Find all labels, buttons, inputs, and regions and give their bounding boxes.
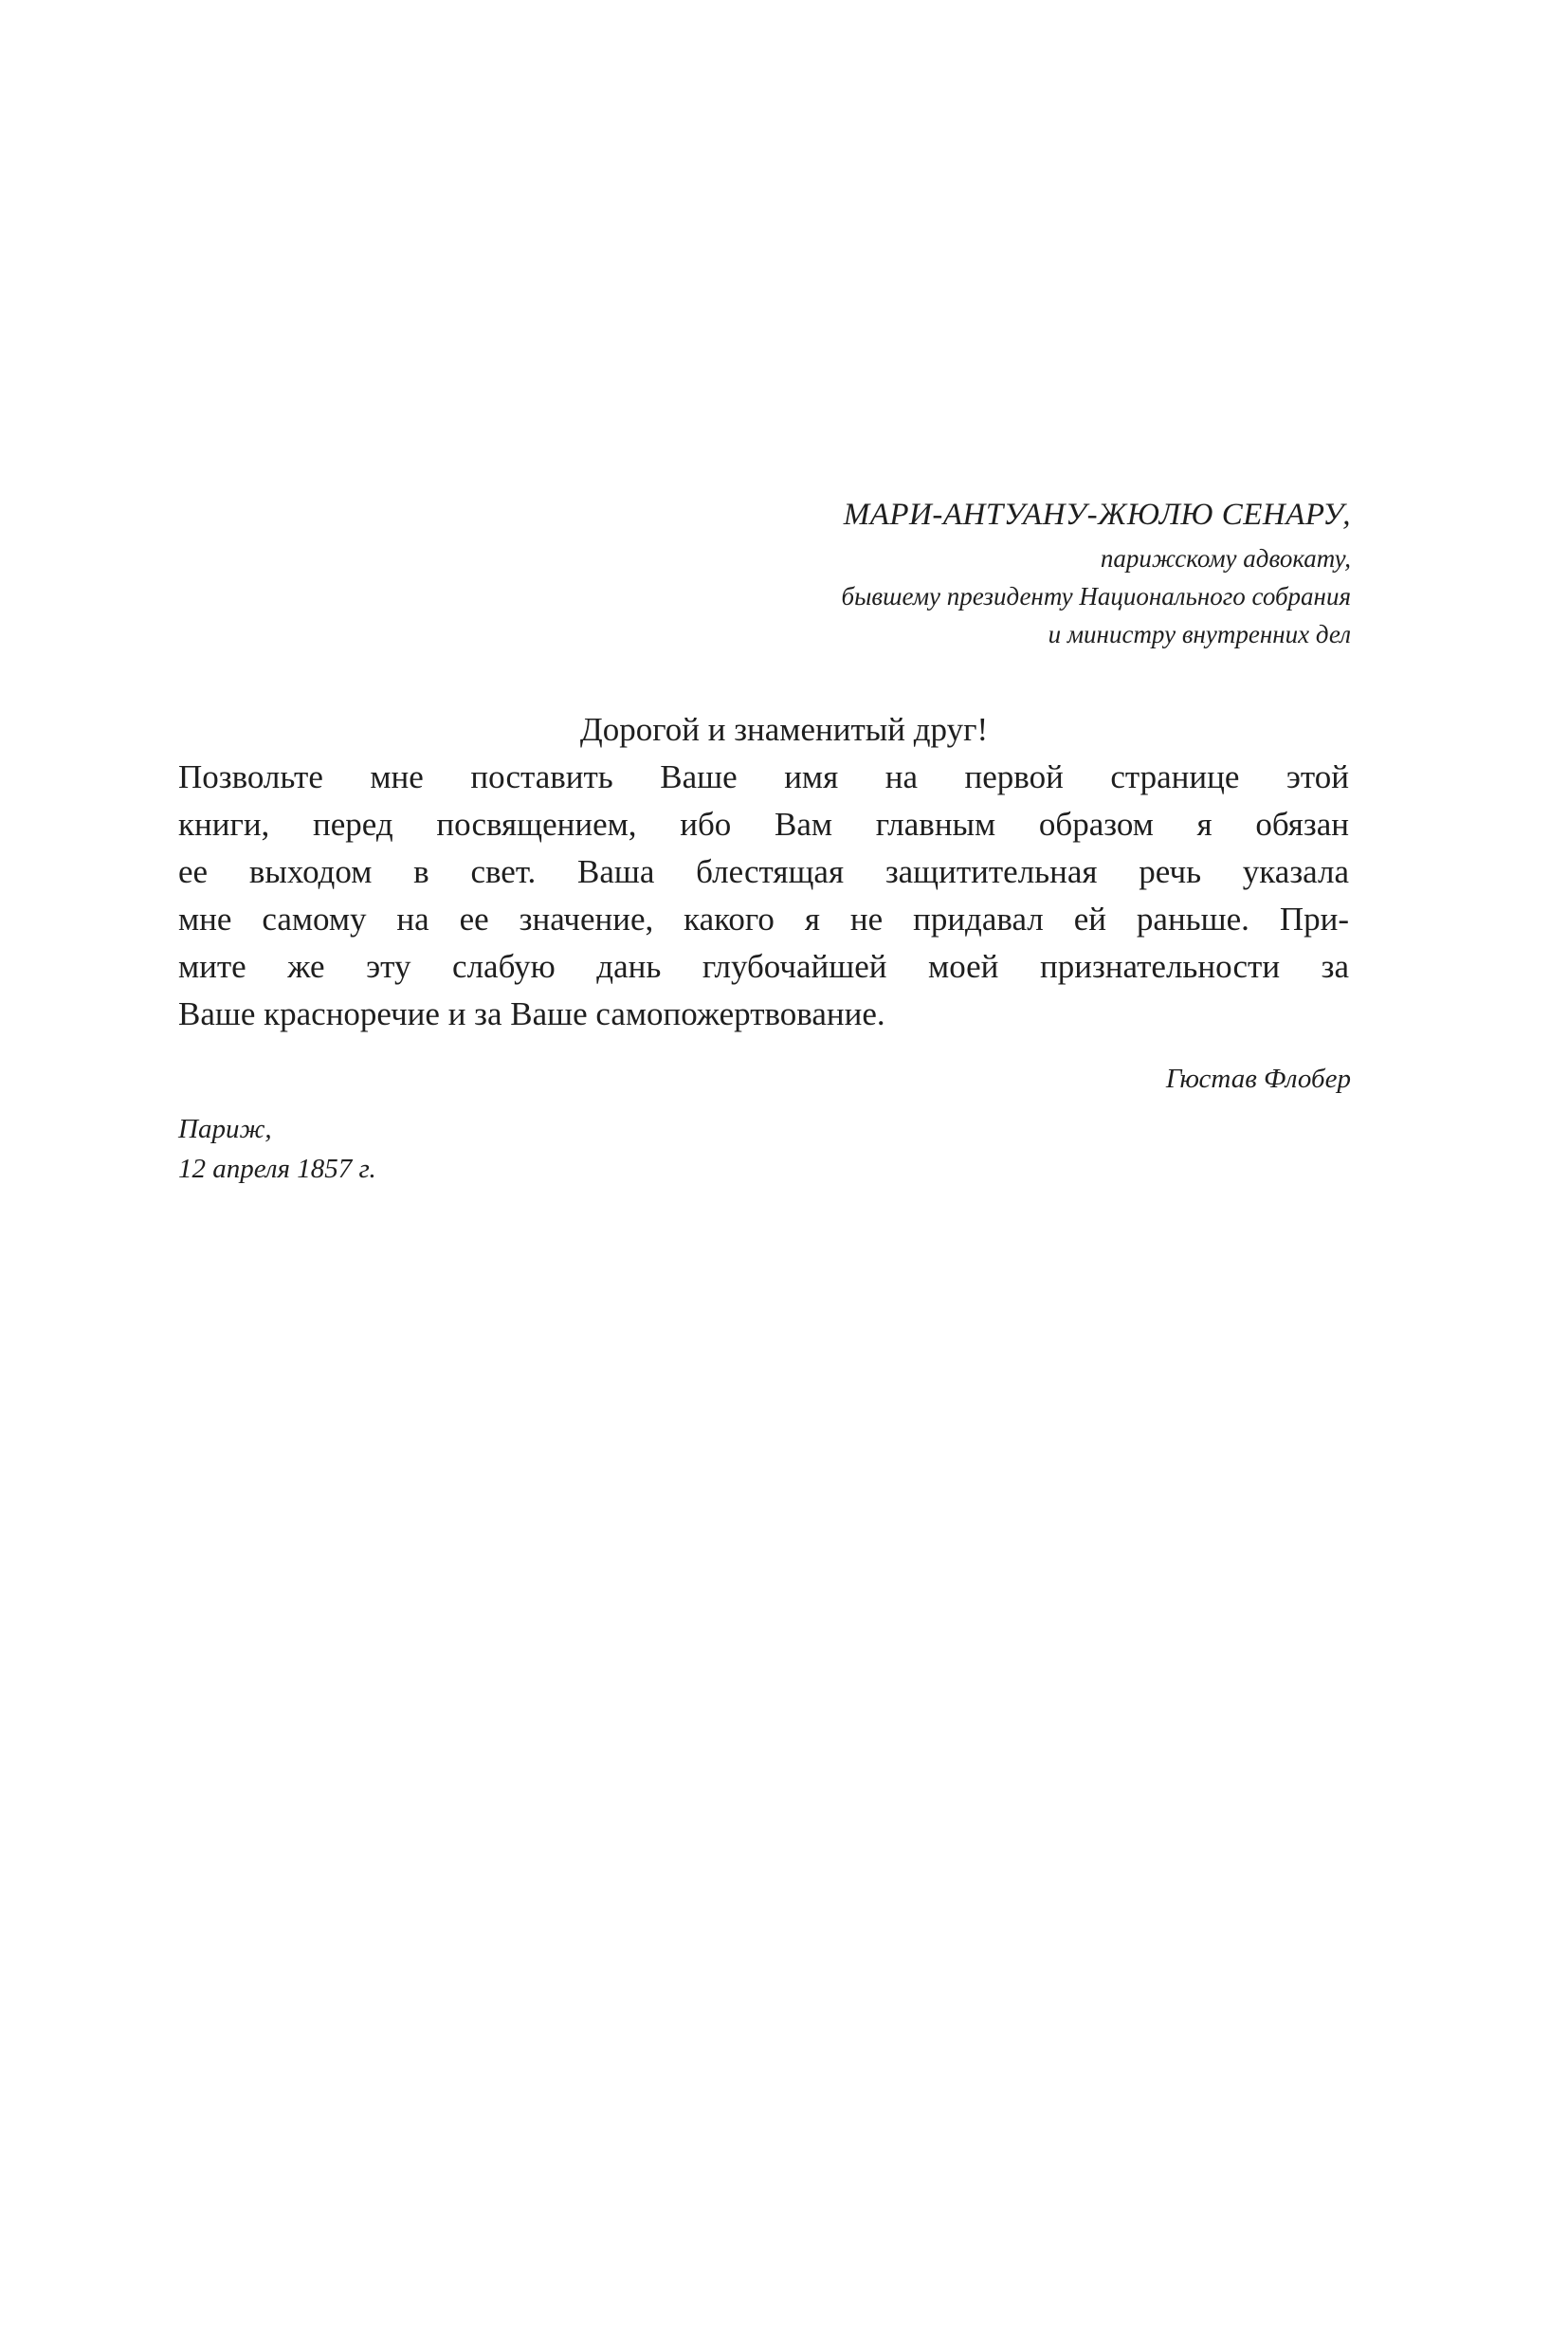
dedicatee-title-line: бывшему президенту Национального собрания (841, 582, 1351, 611)
letter-line: Позвольте мне поставить Ваше имя на первой странице этой (178, 758, 1349, 795)
letter-line: книги, перед посвящением, ибо Вам главным образом я обязан (178, 806, 1349, 843)
signature: Гюстав Флобер (1165, 1064, 1351, 1094)
dedicatee-title-line: парижскому адвокату, (1100, 544, 1351, 573)
dedication-block (842, 494, 1351, 653)
letter-line: мите же эту слабую дань глубочайшей моей признательности за (178, 948, 1349, 985)
salutation: Дорогой и знаменитый друг! (579, 711, 989, 748)
place: Париж, (178, 1114, 272, 1144)
letter-line: мне самому на ее значение, какого я не придавал ей раньше. При- (178, 901, 1349, 938)
place-date (178, 1109, 376, 1189)
letter-line: Ваше красноречие и за Ваше самопожертвование. (178, 995, 885, 1032)
date: 12 апреля 1857 г. (178, 1154, 376, 1184)
letter-line: ее выходом в свет. Ваша блестящая защитительная речь указала (178, 853, 1349, 890)
letter-body (178, 754, 1349, 1038)
dedicatee-name: МАРИ-АНТУАНУ-ЖЮЛЮ СЕНАРУ, (843, 498, 1351, 532)
dedicatee-title-line: и министру внутренних дел (1048, 620, 1351, 648)
